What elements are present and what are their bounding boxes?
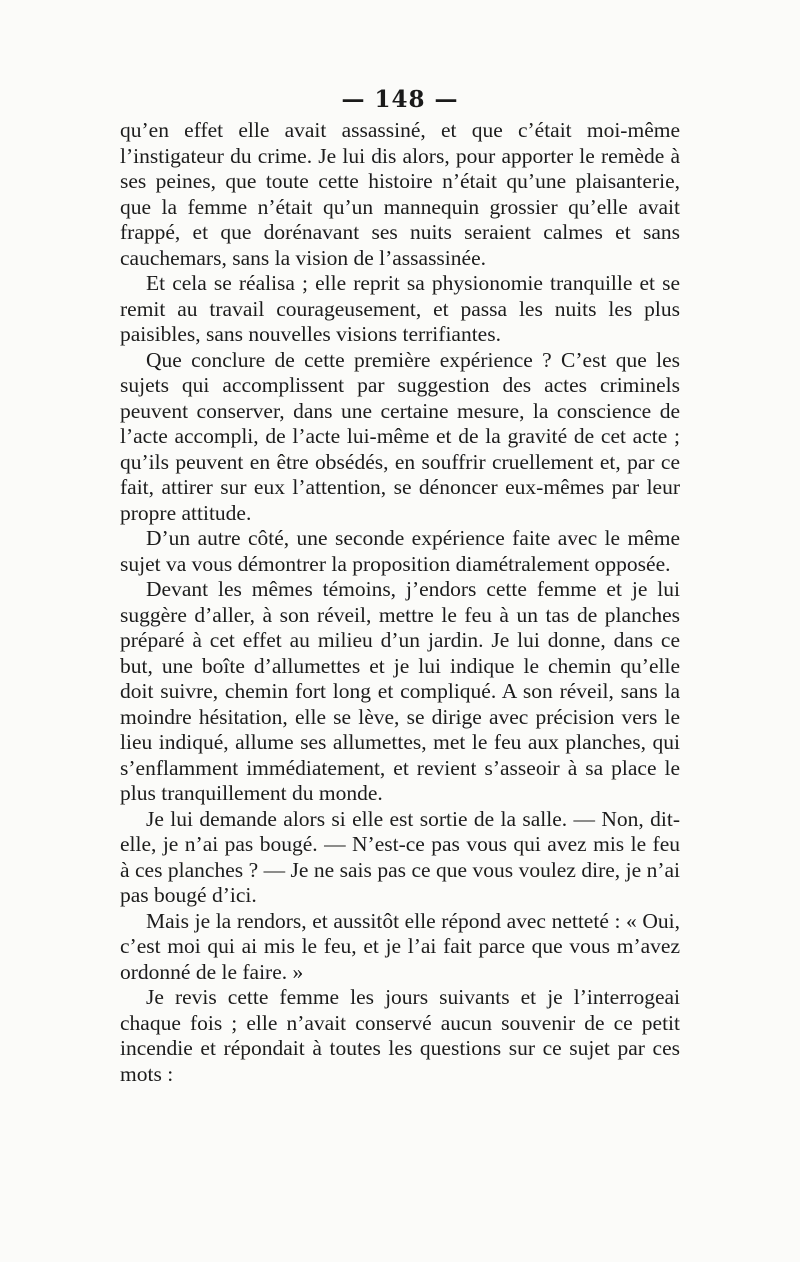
paragraph: Je lui demande alors si elle est sortie de la salle. — Non, dit-elle, je n’ai pas bougé. — N’est-ce pas vous qui avez mis le feu à ces planches ? — Je ne sais pas ce que vous voulez dire, je n’ai pas bougé d’ici. [120,806,680,907]
paragraph: qu’en effet elle avait assassiné, et que c’était moi-même l’instigateur du crime. Je lui dis alors, pour apporter le remède à ses peines, que toute cette histoire n’était qu’une plaisanterie, que la femme n’était qu’un mannequin grossier qu’elle avait frappé, et que dorénavant ses nuits seraient calmes et sans cauchemars, sans la vision de l’assassinée. [120,118,680,270]
paragraph: Mais je la rendors, et aussitôt elle répond avec netteté : « Oui, c’est moi qui ai mis le feu, et je l’ai fait parce que vous m’avez ordonné de le faire. » [120,908,680,984]
paragraph: D’un autre côté, une seconde expérience faite avec le même sujet va vous démontrer la proposition diamétralement opposée. [120,526,680,576]
paragraph: Je revis cette femme les jours suivants et je l’interrogeai chaque fois ; elle n’avait conservé aucun souvenir de ce petit incendie et répondait à toutes les questions sur ce sujet par ces mots : [120,985,680,1086]
body-text [120,118,680,1087]
paragraph: Devant les mêmes témoins, j’endors cette femme et je lui suggère d’aller, à son réveil, mettre le feu à un tas de planches préparé à cet effet au milieu d’un jardin. Je lui donne, dans ce but, une boîte d’allumettes et je lui indique le chemin qu’elle doit suivre, chemin fort long et compliqué. A son réveil, sans la moindre hésitation, elle se lève, se dirige avec précision vers le lieu indiqué, allume ses allumettes, met le feu aux planches, qui s’enflamment immédiatement, et revient s’asseoir à sa place le plus tranquillement du monde. [120,577,680,805]
paragraph: Que conclure de cette première expérience ? C’est que les sujets qui accomplissent par suggestion des actes criminels peuvent conserver, dans une certaine mesure, la conscience de l’acte accompli, de l’acte lui-même et de la gravité de cet acte ; qu’ils peuvent en être obsédés, en souffrir cruellement et, par ce fait, attirer sur eux l’attention, se dénoncer eux-mêmes par leur propre attitude. [120,347,680,525]
paragraph: Et cela se réalisa ; elle reprit sa physionomie tranquille et se remit au travail courageusement, et passa les nuits les plus paisibles, sans nouvelles visions terrifiantes. [120,271,680,346]
page-number: — 148 — [341,86,459,113]
